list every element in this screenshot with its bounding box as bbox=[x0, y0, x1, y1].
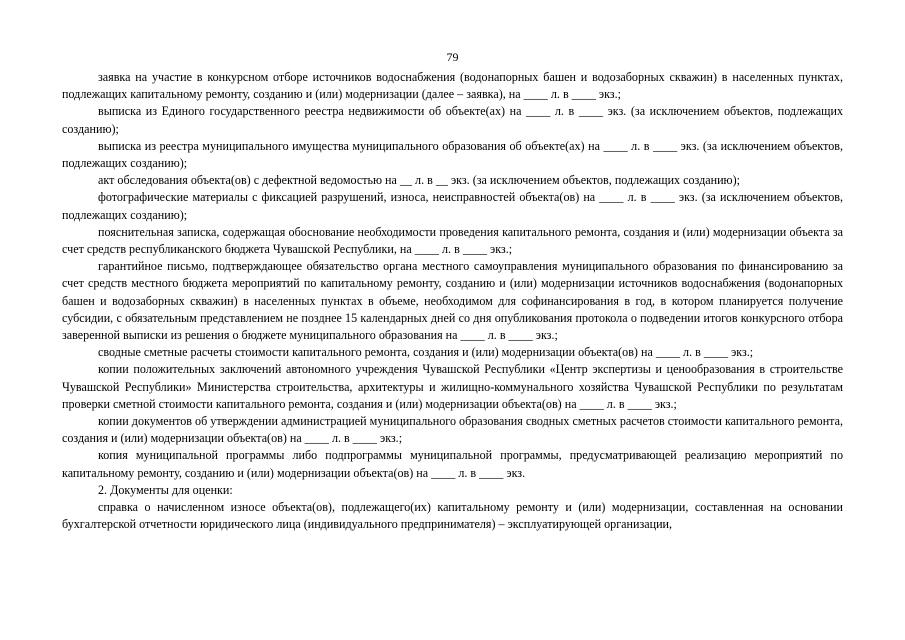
paragraph-municipal-registry-extract: выписка из реестра муниципального имущества муниципального образования об объекте(ах) на ____ л. в ____ экз. (за исключением объектов, подлежащих созданию); bbox=[62, 138, 843, 171]
paragraph-egrn-extract: выписка из Единого государственного реестра недвижимости об объекте(ах) на ____ л. в ____ экз. (за исключением объектов, подлежащих созданию); bbox=[62, 104, 843, 136]
paragraph-approval-documents: копии документов об утверждении администрацией муниципального образования сводных сметных расчетов стоимости капитального ремонта, создания и (или) модернизации объекта(ов) на ____ л. в ____ экз.; bbox=[62, 414, 843, 446]
paragraph-explanatory-note: пояснительная записка, содержащая обоснование необходимости проведения капитального ремонта, создания и (или) модернизации объекта за счет средств республиканского бюджета Чувашской Республики, на ____ л. в ____ экз.; bbox=[62, 224, 843, 257]
section-heading-evaluation-documents: 2. Документы для оценки: bbox=[98, 482, 233, 497]
paragraph-inspection-act: акт обследования объекта(ов) с дефектной ведомостью на __ л. в __ экз. (за исключением объектов, подлежащих созданию); bbox=[98, 173, 740, 188]
paragraph-cost-estimates: сводные сметные расчеты стоимости капитального ремонта, создания и (или) модернизации объекта(ов) на ____ л. в ____ экз.; bbox=[98, 345, 754, 360]
paragraph-application: заявка на участие в конкурсном отборе источников водоснабжения (водонапорных башен и водозаборных скважин) в населенных пунктах, подлежащих капитальному ремонту, созданию и (или) модернизации (далее – заявка), на ____ л. в ____ экз.; bbox=[62, 70, 843, 102]
paragraph-depreciation-certificate: справка о начисленном износе объекта(ов), подлежащего(их) капитальному ремонту и (или) модернизации, составленная на основании бухгалтерской отчетности юридического лица (индивидуального предпринимателя) – эксплуатирующей организации, bbox=[62, 500, 843, 532]
document-body bbox=[62, 69, 843, 533]
paragraph-expert-conclusions: копии положительных заключений автономного учреждения Чувашской Республики «Центр экспертизы и ценообразования в строительстве Чувашской Республики» Министерства строительства, архитектуры и жилищно-коммунального хозяйства Чувашской Республики по результатам проверки сметной стоимости капитального ремонта, создания и (или) модернизации объекта(ов) на ____ л. в ____ экз.; bbox=[62, 362, 843, 411]
document-page bbox=[62, 0, 843, 640]
paragraph-guarantee-letter: гарантийное письмо, подтверждающее обязательство органа местного самоуправления муниципального образования по финансированию за счет средств местного бюджета мероприятий по капитальному ремонту, созданию и (или) модернизации источников водоснабжения (водонапорных башен и водозаборных скважин) в населенных пунктах в объеме, необходимом для софинансирования в год, в котором планируется получение субсидии, с обязательным представлением не позднее 15 календарных дней со дня опубликования протокола о подведении итогов конкурсного отбора заверенной выписки из решения о бюджете муниципального образования на ____ л. в ____ экз.; bbox=[62, 259, 843, 343]
page-number: 79 bbox=[446, 50, 459, 64]
paragraph-photo-materials: фотографические материалы с фиксацией разрушений, износа, неисправностей объекта(ов) на ____ л. в ____ экз. (за исключением объектов, подлежащих созданию); bbox=[62, 190, 843, 222]
paragraph-municipal-program: копия муниципальной программы либо подпрограммы муниципальной программы, предусматривающей реализацию мероприятий по капитальному ремонту, созданию и (или) модернизации объекта(ов) на ____ л. в ____ экз. bbox=[62, 448, 843, 480]
